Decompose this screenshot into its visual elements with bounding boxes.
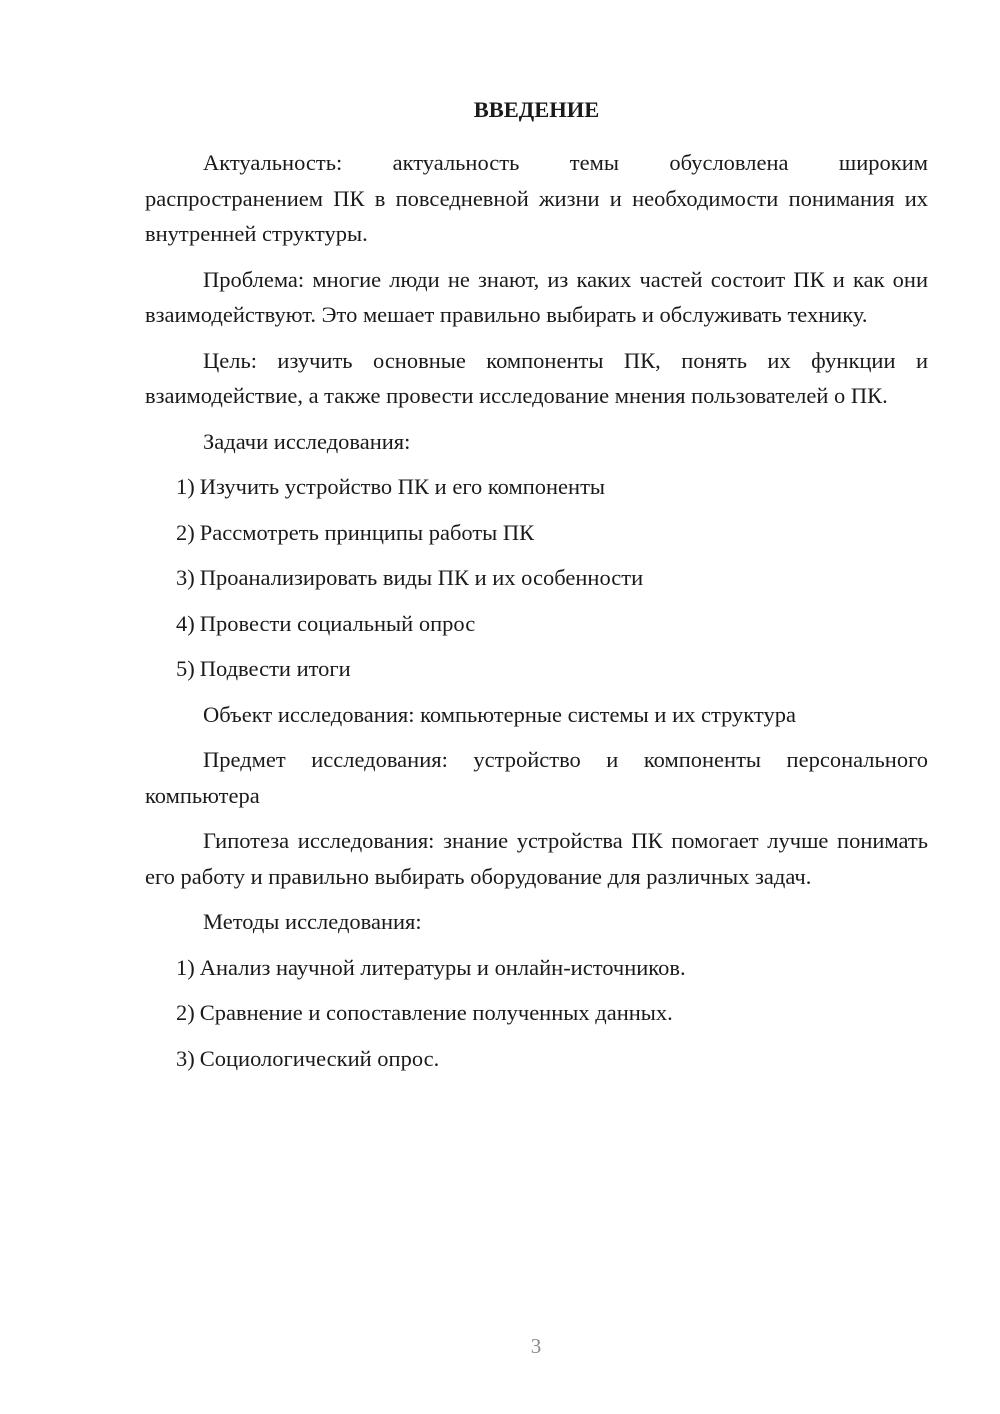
hypothesis-paragraph: Гипотеза исследования: знание устройства ПК помогает лучше понимать его работу и правильно выбирать оборудование для различных задач.	[145, 828, 928, 889]
list-item	[145, 515, 928, 551]
list-item	[145, 950, 928, 986]
tasks-heading: Задачи исследования:	[203, 428, 411, 454]
list-item-text: Анализ научной литературы и онлайн-источников.	[199, 954, 686, 980]
list-item	[145, 606, 928, 642]
list-item	[145, 560, 928, 596]
methods-list	[145, 950, 928, 1077]
list-item-text: Провести социальный опрос	[199, 610, 476, 636]
section-title: ВВЕДЕНИЕ	[473, 97, 600, 122]
methods-heading: Методы исследования:	[203, 909, 422, 934]
list-item-number: 2)	[176, 519, 195, 545]
list-item-text: Подвести итоги	[199, 656, 351, 681]
list-item-text: Социологический опрос.	[199, 1045, 440, 1071]
list-item-text: Сравнение и сопоставление полученных данных.	[199, 1000, 673, 1025]
list-item	[145, 1041, 928, 1077]
list-item-text: Проанализировать виды ПК и их особенности	[199, 565, 644, 590]
list-item-number: 3)	[176, 565, 195, 590]
list-item	[145, 469, 928, 505]
goal-paragraph: Цель: изучить основные компоненты ПК, понять их функции и взаимодействие, а также провести исследование мнения пользователей о ПК.	[145, 347, 928, 408]
object-paragraph: Объект исследования: компьютерные системы и их структура	[203, 701, 796, 727]
problem-paragraph: Проблема: многие люди не знают, из каких частей состоит ПК и как они взаимодействуют. Это мешает правильно выбирать и обслуживать технику.	[145, 266, 928, 327]
page-number: 3	[530, 1334, 542, 1358]
list-item-number: 2)	[176, 1000, 195, 1025]
list-item-number: 5)	[176, 656, 195, 681]
list-item	[145, 651, 928, 687]
list-item-text: Изучить устройство ПК и его компоненты	[199, 474, 606, 499]
list-item-number: 1)	[176, 474, 195, 499]
list-item	[145, 995, 928, 1031]
list-item-number: 3)	[176, 1045, 195, 1071]
document-page	[145, 92, 928, 1086]
relevance-paragraph: Актуальность: актуальность темы обусловлена широким распространением ПК в повседневной жизни и необходимости понимания их внутренней структуры.	[145, 150, 928, 246]
list-item-number: 1)	[176, 954, 195, 980]
subject-paragraph: Предмет исследования: устройство и компоненты персонального компьютера	[145, 747, 928, 808]
list-item-number: 4)	[176, 610, 195, 636]
list-item-text: Рассмотреть принципы работы ПК	[199, 519, 535, 545]
tasks-list	[145, 469, 928, 687]
